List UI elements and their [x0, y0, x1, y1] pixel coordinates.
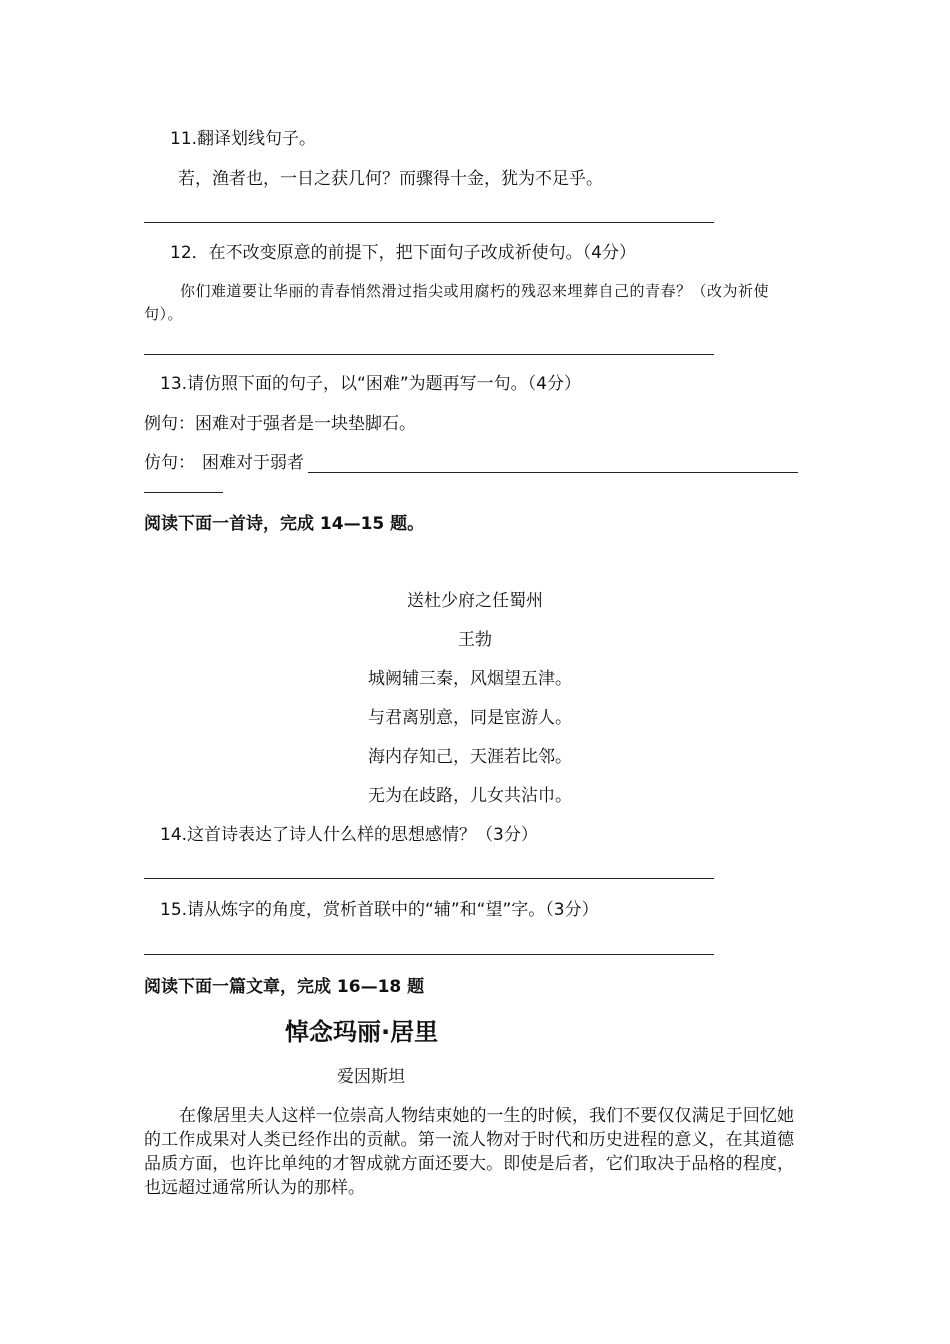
- q11-answer-line[interactable]: [144, 222, 714, 223]
- q12-answer-line[interactable]: [144, 354, 714, 355]
- poem-line-2: 与君离别意，同是宦游人。: [368, 708, 572, 728]
- q14-title: 14.这首诗表达了诗人什么样的思想感情？（3分）: [160, 825, 538, 845]
- q13-imitation-start: 困难对于弱者: [202, 453, 304, 473]
- q15-answer-line[interactable]: [144, 954, 714, 955]
- q12-title: 12．在不改变原意的前提下，把下面句子改成祈使句。（4分）: [170, 243, 636, 263]
- q13-example: 例句：困难对于强者是一块垫脚石。: [144, 414, 416, 434]
- q13-imitation-label: 仿句：: [144, 453, 195, 473]
- article-section-heading: 阅读下面一篇文章，完成 16—18 题: [144, 977, 425, 997]
- q11-title: 11.翻译划线句子。: [170, 129, 317, 149]
- q14-answer-line[interactable]: [144, 878, 714, 879]
- q15-title: 15.请从炼字的角度，赏析首联中的“辅”和“望”字。（3分）: [160, 900, 599, 920]
- poem-line-1: 城阙辅三秦，风烟望五津。: [368, 669, 572, 689]
- q13-title: 13.请仿照下面的句子，以“困难”为题再写一句。（4分）: [160, 374, 581, 394]
- poem-title: 送杜少府之任蜀州: [407, 591, 543, 611]
- poem-line-4: 无为在歧路，儿女共沾巾。: [368, 786, 572, 806]
- article-title: 悼念玛丽·居里: [285, 1018, 439, 1046]
- poem-author: 王勃: [458, 630, 492, 650]
- article-paragraph: 在像居里夫人这样一位崇高人物结束她的一生的时候，我们不要仅仅满足于回忆她的工作成果对人类已经作出的贡献。第一流人物对于时代和历史进程的意义，在其道德品质方面，也许比单纯的才智成就方面还要大。即使是后者，它们取决于品格的程度，也远超过通常所认为的那样。: [144, 1106, 794, 1198]
- poem-section-heading: 阅读下面一首诗，完成 14—15 题。: [144, 514, 425, 534]
- article-author: 爱因斯坦: [337, 1067, 405, 1087]
- q13-answer-line-continued[interactable]: [144, 492, 223, 493]
- q11-sentence: 若，渔者也，一日之获几何？而骤得十金，犹为不足乎。: [178, 169, 603, 189]
- poem-line-3: 海内存知己，天涯若比邻。: [368, 747, 572, 767]
- q13-answer-line[interactable]: [308, 472, 798, 473]
- q12-sentence: 你们难道要让华丽的青春悄然滑过指尖或用腐朽的残忍来埋葬自己的青春？（改为祈使句）。: [144, 282, 770, 323]
